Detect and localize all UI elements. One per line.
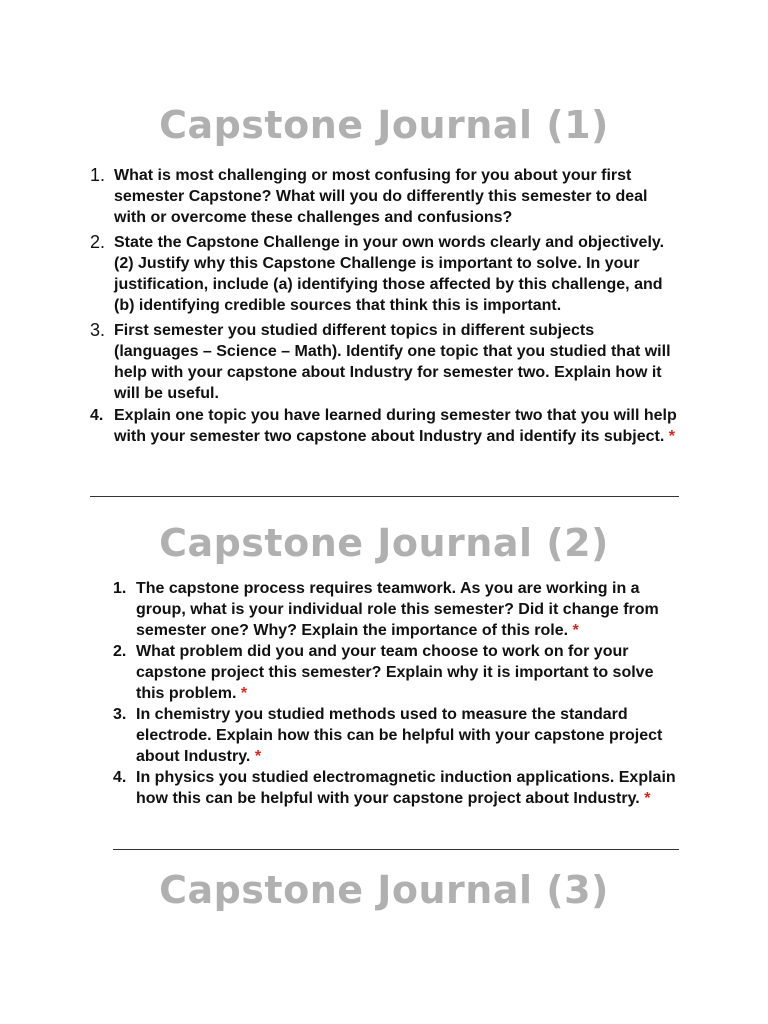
question-number: 4. bbox=[90, 407, 104, 424]
question-text: What is most challenging or most confusing for you about your first semester Capstone? What will you do differently this semester to deal with or overcome these challenges and confusions? bbox=[114, 167, 648, 226]
journal-2-question-2 bbox=[113, 641, 683, 704]
question-number: 4. bbox=[113, 769, 127, 786]
required-asterisk: * bbox=[572, 622, 579, 639]
required-asterisk: * bbox=[644, 790, 651, 807]
section-divider bbox=[90, 496, 679, 497]
journal-2-question-1 bbox=[113, 578, 683, 641]
question-text: What problem did you and your team choose to work on for your capstone project this semester? Explain why it is important to solve this problem. bbox=[136, 643, 654, 702]
journal-1-question-1 bbox=[90, 165, 680, 228]
question-number: 3. bbox=[90, 320, 106, 340]
journal-1-question-list bbox=[90, 165, 680, 447]
journal-2-title: Capstone Journal (2) bbox=[159, 521, 609, 565]
question-number: 2. bbox=[113, 643, 127, 660]
question-text: The capstone process requires teamwork. As you are working in a group, what is your individual role this semester? Did it change from semester one? Why? Explain the importance of this role. bbox=[136, 580, 659, 639]
question-text: In physics you studied electromagnetic induction applications. Explain how this can be helpful with your capstone project about Industry. bbox=[136, 769, 676, 807]
section-divider bbox=[113, 849, 679, 850]
question-number: 3. bbox=[113, 706, 127, 723]
journal-2-question-list bbox=[113, 578, 683, 809]
journal-2-question-4 bbox=[113, 767, 683, 809]
required-asterisk: * bbox=[254, 748, 262, 765]
journal-1-question-2 bbox=[90, 232, 680, 316]
required-asterisk: * bbox=[668, 428, 675, 445]
journal-1-question-4 bbox=[90, 405, 680, 447]
question-text: State the Capstone Challenge in your own words clearly and objectively. (2) Justify why this Capstone Challenge is important to solve. In your justification, include (a) identifying those affected by this challenge, and (b) identifying credible sources that think this is important. bbox=[114, 234, 665, 314]
question-number: 1. bbox=[113, 580, 127, 597]
journal-2-question-3 bbox=[113, 704, 683, 767]
journal-1-question-3 bbox=[90, 320, 680, 404]
journal-1-title: Capstone Journal (1) bbox=[159, 103, 609, 147]
question-number: 2. bbox=[90, 232, 106, 252]
question-text: First semester you studied different topics in different subjects (languages – Science – Math). Identify one topic that you studied that will help with your capstone about Industry for semester two. Explain how it will be useful. bbox=[114, 322, 671, 402]
question-number: 1. bbox=[90, 165, 106, 185]
journal-3-title: Capstone Journal (3) bbox=[159, 868, 609, 912]
question-text: Explain one topic you have learned during semester two that you will help with your semester two capstone about Industry and identify its subject. bbox=[114, 407, 677, 445]
question-text: In chemistry you studied methods used to measure the standard electrode. Explain how this can be helpful with your capstone project about Industry. bbox=[136, 706, 663, 765]
required-asterisk: * bbox=[240, 685, 248, 702]
